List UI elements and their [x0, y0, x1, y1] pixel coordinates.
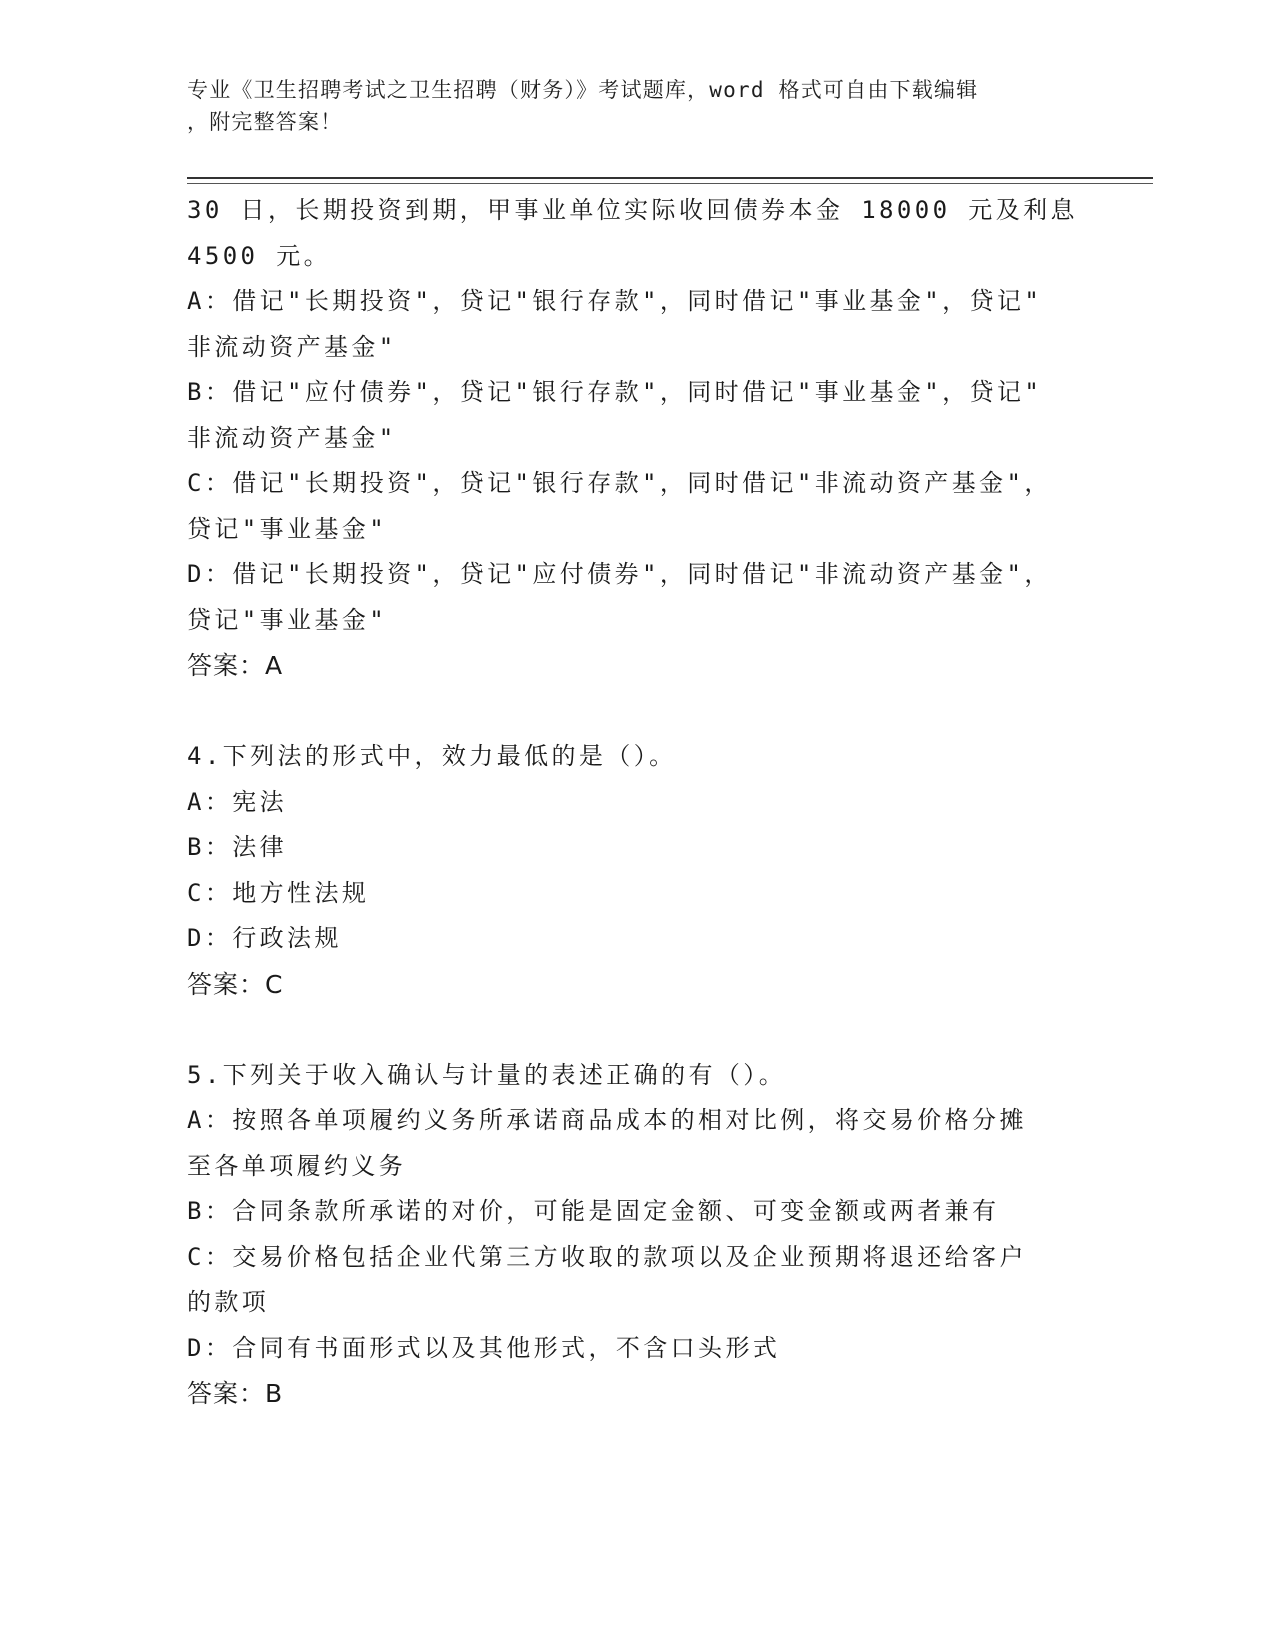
option-a: 至各单项履约义务: [187, 1151, 407, 1180]
option-d: D：合同有书面形式以及其他形式，不含口头形式: [187, 1333, 781, 1362]
option-a: 非流动资产基金": [187, 332, 397, 361]
option-c: C：交易价格包括企业代第三方收取的款项以及企业预期将退还给客户: [187, 1242, 1027, 1271]
answer: 答案：C: [187, 969, 284, 999]
question-stem: 4500 元。: [187, 241, 332, 270]
question-3: [187, 188, 1087, 689]
option-d: D：行政法规: [187, 924, 342, 952]
option-b: B：借记"应付债券"，贷记"银行存款"，同时借记"事业基金"，贷记": [187, 378, 1043, 406]
spacer: [187, 1007, 1087, 1053]
answer: 答案：A: [187, 651, 284, 680]
option-a: A：按照各单项履约义务所承诺商品成本的相对比例，将交易价格分摊: [187, 1106, 1027, 1134]
option-c: C：地方性法规: [187, 878, 370, 907]
header-line-1: 专业《卫生招聘考试之卫生招聘（财务）》考试题库，word 格式可自由下载编辑: [187, 78, 979, 102]
option-d: D：借记"长期投资"，贷记"应付债券"，同时借记"非流动资产基金"，: [187, 560, 1052, 588]
answer: 答案：B: [187, 1379, 284, 1408]
header-divider-thick: [187, 177, 1153, 179]
option-a: A：借记"长期投资"，贷记"银行存款"，同时借记"事业基金"，贷记": [187, 287, 1043, 315]
question-list: [187, 188, 1087, 1417]
question-stem: 5.下列关于收入确认与计量的表述正确的有（）。: [187, 1060, 787, 1089]
option-c: 贷记"事业基金": [187, 514, 388, 543]
question-stem: 30 日，长期投资到期，甲事业单位实际收回债券本金 18000 元及利息: [187, 196, 1078, 224]
header-divider-thin: [187, 183, 1153, 184]
question-stem: 4.下列法的形式中，效力最低的是（）。: [187, 742, 677, 770]
option-b: 非流动资产基金": [187, 423, 397, 452]
question-4: [187, 734, 1087, 1007]
option-d: 贷记"事业基金": [187, 605, 388, 634]
question-5: [187, 1053, 1087, 1417]
header-line-2: ，附完整答案！: [187, 110, 343, 134]
spacer: [187, 689, 1087, 735]
option-b: B：法律: [187, 833, 288, 861]
option-c: 的款项: [187, 1288, 270, 1316]
option-c: C：借记"长期投资"，贷记"银行存款"，同时借记"非流动资产基金"，: [187, 469, 1052, 497]
option-a: A：宪法: [187, 787, 288, 816]
option-b: B：合同条款所承诺的对价，可能是固定金额、可变金额或两者兼有: [187, 1197, 1000, 1225]
page-header: [187, 74, 1077, 138]
